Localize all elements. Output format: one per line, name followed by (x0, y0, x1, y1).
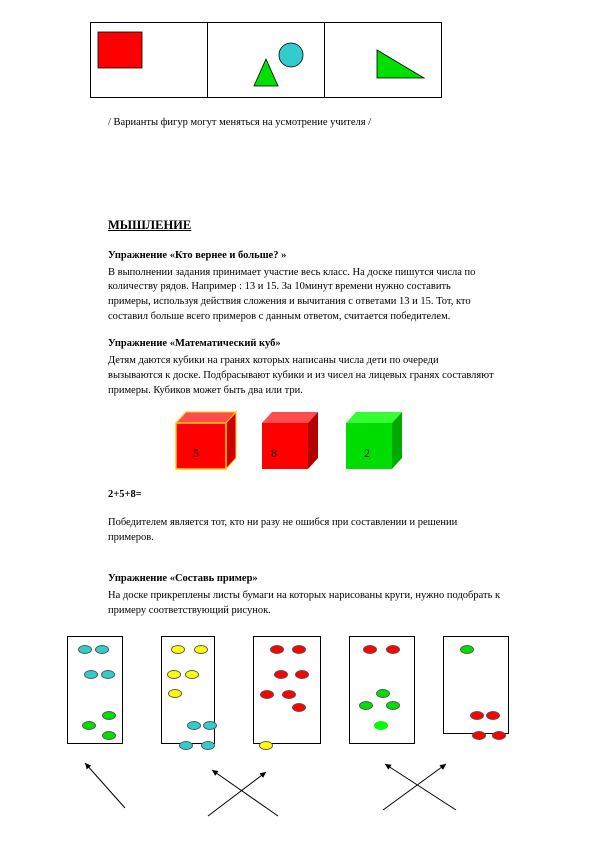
red-circle-icon (292, 645, 306, 654)
matching-arrows (0, 750, 595, 842)
red-circle-icon (282, 690, 296, 699)
cyan-circle-icon (95, 645, 109, 654)
exercise2-line: Детям даются кубики на гранях которых написаны числа дети по очереди (108, 355, 439, 366)
section-title: МЫШЛЕНИЕ (108, 218, 192, 232)
exercise1-line: количеству рядов. Например : 13 и 15. За 10минут времени нужно составить (108, 281, 451, 292)
yellow-circle-icon (168, 689, 182, 698)
card-5 (443, 636, 509, 734)
cyan-circle (279, 43, 303, 67)
cyan-circle-icon (101, 670, 115, 679)
red-circle-icon (295, 670, 309, 679)
green-circle-icon (374, 721, 388, 730)
yellow-circle-icon (171, 645, 185, 654)
red-circle-icon (274, 670, 288, 679)
cyan-circle-icon (201, 741, 215, 750)
exercise3-title: Упражнение «Составь пример» (108, 573, 258, 584)
card-2 (161, 636, 215, 744)
red-circle-icon (363, 645, 377, 654)
cyan-circle-icon (78, 645, 92, 654)
shapes-figures (90, 22, 442, 98)
arrow-1 (85, 763, 125, 808)
equation: 2+5+8= (108, 489, 142, 500)
arrow-2 (212, 770, 278, 816)
cubes-illustration (170, 406, 420, 472)
yellow-circle-icon (194, 645, 208, 654)
caption: / Варианты фигур могут меняться на усмотрение учителя / (108, 117, 372, 128)
green-circle-icon (102, 711, 116, 720)
exercise2-line: примеры. Кубиков может быть два или три. (108, 385, 303, 396)
exercise3-line: примеру соответствующий рисунок. (108, 605, 271, 616)
exercise2-line: вызываются к доске. Подбрасывают кубики и из чисел на лицевых гранях составляют (108, 370, 494, 381)
red-circle-icon (270, 645, 284, 654)
yellow-circle-icon (167, 670, 181, 679)
green-circle-icon (82, 721, 96, 730)
green-circle-icon (386, 701, 400, 710)
exercise1-line: примеры, используя действия сложения и вычитания с ответами 13 и 15. Тот, кто (108, 296, 471, 307)
green-circle-icon (376, 689, 390, 698)
card-4 (349, 636, 415, 744)
green-circle-icon (460, 645, 474, 654)
red-circle-icon (492, 731, 506, 740)
green-triangle (254, 59, 278, 86)
exercise1-title: Упражнение «Кто вернее и больше? » (108, 250, 287, 261)
red-circle-icon (470, 711, 484, 720)
winner-line: Победителем является тот, кто ни разу не ошибся при составлении и решении (108, 517, 458, 528)
green-right-triangle (377, 50, 424, 78)
arrow-3 (208, 772, 266, 816)
red-circle-icon (386, 645, 400, 654)
cyan-circle-icon (179, 741, 193, 750)
cube-label: 2 (364, 446, 370, 460)
red-circle-icon (260, 690, 274, 699)
green-circle-icon (359, 701, 373, 710)
cube-label: 8 (271, 446, 277, 460)
card-3 (253, 636, 321, 744)
winner-line: примеров. (108, 532, 154, 543)
yellow-circle-icon (259, 741, 273, 750)
exercise3-line: На доске прикреплены листы бумаги на которых нарисованы круги, нужно подобрать к (108, 590, 501, 601)
exercise1-line: составил больше всего примеров с данным ответом, считается победителем. (108, 311, 451, 322)
red-circle-icon (486, 711, 500, 720)
red-circle-icon (472, 731, 486, 740)
arrow-4 (385, 764, 456, 810)
arrow-5 (383, 764, 446, 810)
cyan-circle-icon (187, 721, 201, 730)
yellow-circle-icon (185, 670, 199, 679)
exercise1-line: В выполнении задания принимает участие весь класс. На доске пишутся числа по (108, 267, 476, 278)
card-1 (67, 636, 123, 744)
exercise2-title: Упражнение «Математический куб» (108, 338, 281, 349)
cyan-circle-icon (203, 721, 217, 730)
green-circle-icon (102, 731, 116, 740)
cube-label: 5 (193, 446, 199, 460)
cyan-circle-icon (84, 670, 98, 679)
red-circle-icon (292, 703, 306, 712)
red-square (98, 32, 142, 68)
cube-2 (346, 412, 402, 469)
cube-5 (176, 412, 236, 469)
